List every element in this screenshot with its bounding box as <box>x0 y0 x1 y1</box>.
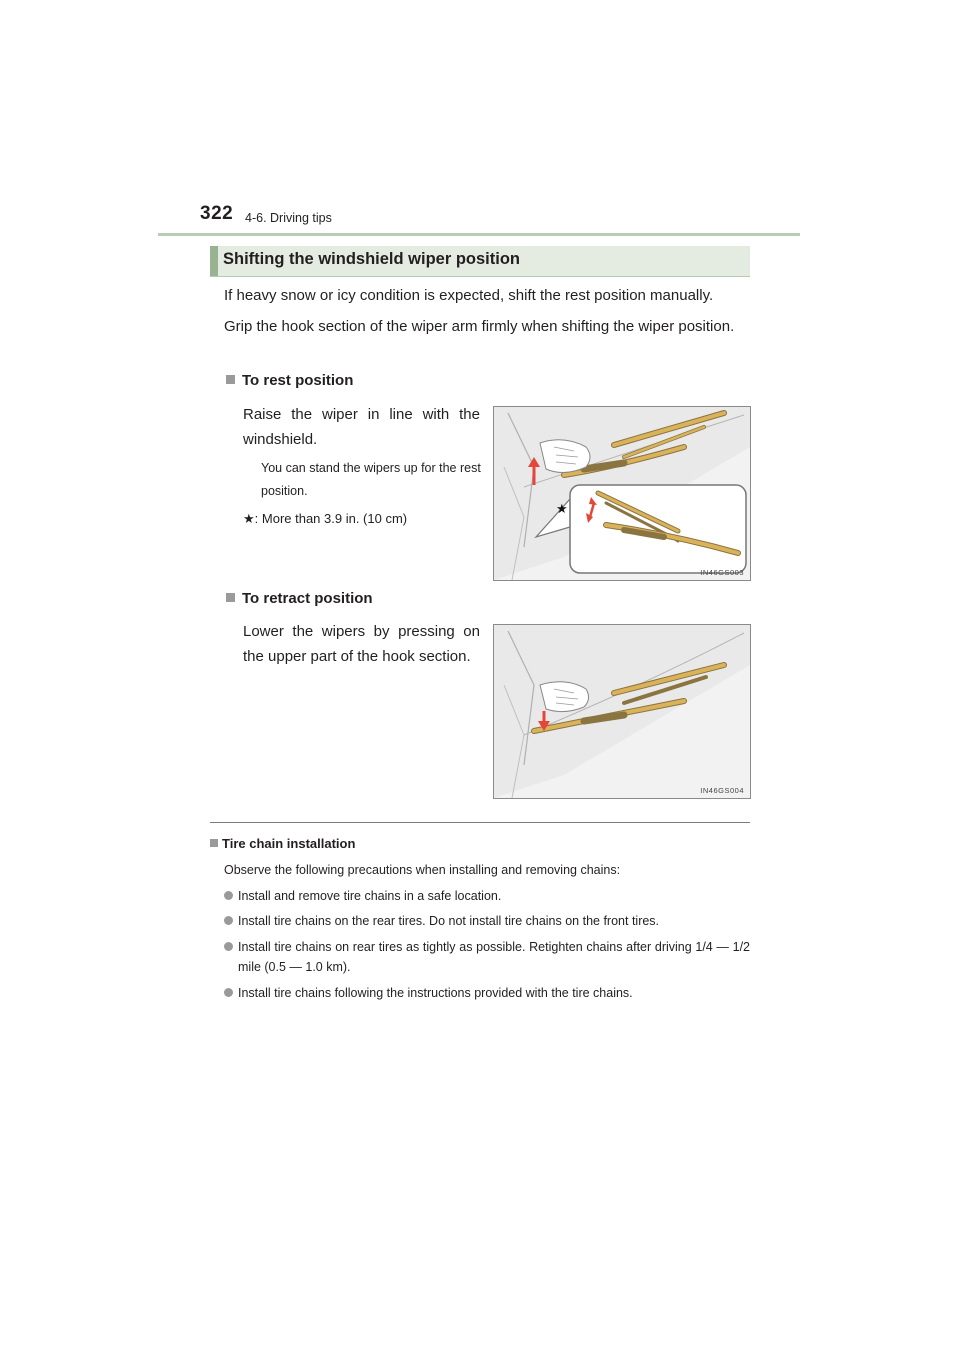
figure-code-1: IN46GS003 <box>700 568 744 577</box>
retract-position-figure <box>493 624 751 799</box>
list-item: Install tire chains on the rear tires. Do not install tire chains on the front tires. <box>224 911 750 931</box>
list-item: Install tire chains following the instructions provided with the tire chains. <box>224 983 750 1003</box>
square-bullet-icon <box>226 593 235 602</box>
rest-position-illustration <box>494 407 750 580</box>
square-bullet-icon <box>210 839 218 847</box>
star-note <box>243 511 407 527</box>
rest-position-figure <box>493 406 751 581</box>
retract-instruction: Lower the wipers by pressing on the upper part of the hook section. <box>243 623 480 665</box>
figure-code-2: IN46GS004 <box>700 786 744 795</box>
intro-paragraph-1: If heavy snow or icy condition is expected, shift the rest position manually. <box>224 287 714 304</box>
retract-heading-label: To retract position <box>242 590 373 607</box>
rest-note: You can stand the wipers up for the rest position. <box>261 461 481 498</box>
list-item: Install and remove tire chains in a safe location. <box>224 886 750 906</box>
rest-heading-label: To rest position <box>242 372 354 389</box>
notes-intro: Observe the following precautions when installing and removing chains: <box>224 863 621 877</box>
retract-heading <box>226 590 373 608</box>
page-number: 322 <box>200 203 234 224</box>
bullet-icon <box>224 942 233 951</box>
rest-heading <box>226 372 353 390</box>
intro-paragraph-2: Grip the hook section of the wiper arm firmly when shifting the wiper position. <box>224 318 735 335</box>
bullet-icon <box>224 988 233 997</box>
retract-position-illustration <box>494 625 750 798</box>
star-icon: ★ <box>243 511 255 526</box>
figure-star-icon: ★ <box>556 502 568 517</box>
section-banner <box>210 246 750 277</box>
star-note-text: : More than 3.9 in. (10 cm) <box>254 511 408 526</box>
square-bullet-icon <box>226 375 235 384</box>
bullet-icon <box>224 916 233 925</box>
bullet-icon <box>224 891 233 900</box>
notes-heading <box>210 835 355 853</box>
section-label: 4-6. Driving tips <box>245 211 332 225</box>
banner-accent-bar <box>210 246 218 276</box>
list-item: Install tire chains on rear tires as tightly as possible. Retighten chains after driving 1/4 — 1/2 mile (0.5 — 1.0 km). <box>224 937 750 977</box>
rest-instruction: Raise the wiper in line with the windshield. <box>243 406 480 448</box>
header-divider <box>158 233 800 236</box>
section-title: Shifting the windshield wiper position <box>223 250 520 268</box>
notes-divider <box>210 822 750 823</box>
notes-heading-label: Tire chain installation <box>222 836 356 851</box>
